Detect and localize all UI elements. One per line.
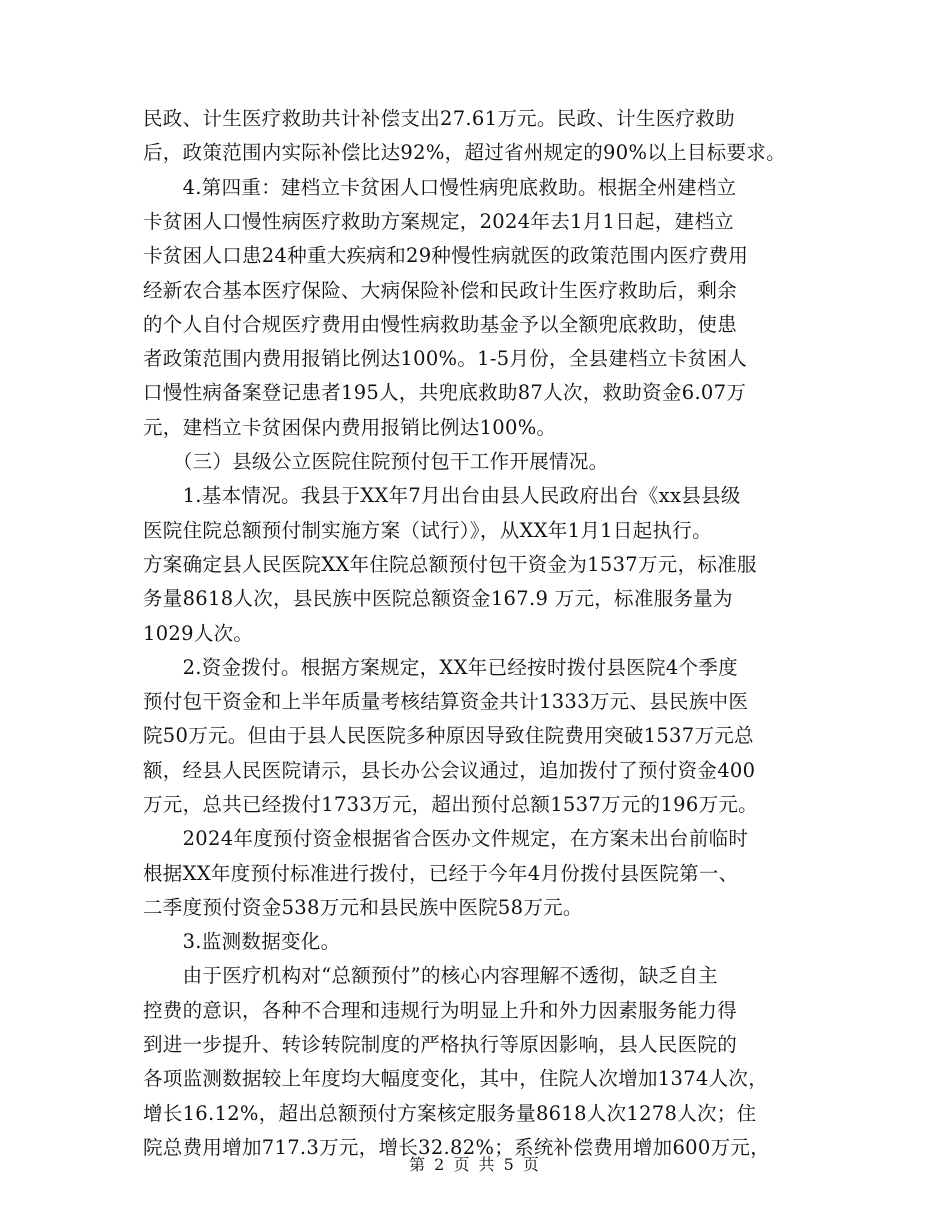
text-line: 根据XX年度预付标准进行拨付，已经于今年4月份拨付县医院第一、 [143, 862, 739, 885]
text-line: 额，经县人民医院请示，县长办公会议通过，追加拨付了预付资金400 [143, 759, 756, 782]
text-line: 1029人次。 [143, 622, 254, 645]
text-line: 增长16.12%，超出总额预付方案核定服务量8618人次1278人次；住 [143, 1102, 757, 1125]
page-footer: 第 2 页 共 5 页 [409, 1155, 541, 1174]
text-line: 二季度预付资金538万元和县民族中医院58万元。 [143, 896, 583, 919]
text-line: 院总费用增加717.3万元，增长32.82%；系统补偿费用增加600万元， [143, 1136, 770, 1159]
text-line: （三）县级公立医院住院预付包干工作开展情况。 [143, 450, 609, 473]
text-line: 3.监测数据变化。 [143, 930, 341, 953]
text-line: 方案确定县人民医院XX年住院总额预付包干资金为1537万元，标准服 [143, 553, 757, 576]
text-line: 4.第四重：建档立卡贫困人口慢性病兜底救助。根据全州建档立 [143, 176, 737, 199]
text-line: 医院住院总额预付制实施方案（试行）》，从XX年1月1日起执行。 [143, 519, 712, 542]
text-line: 卡贫困人口慢性病医疗救助方案规定，2024年去1月1日起，建档立 [143, 210, 735, 233]
text-line: 的个人自付合规医疗费用由慢性病救助基金予以全额兜底救助，使患 [143, 313, 738, 336]
text-line: 到进一步提升、转诊转院制度的严格执行等原因影响，县人民医院的 [143, 1033, 738, 1056]
text-line: 口慢性病备案登记患者195人，共兜底救助87人次，救助资金6.07万 [143, 381, 747, 404]
text-line: 元，建档立卡贫困保内费用报销比例达100%。 [143, 416, 557, 439]
text-line: 万元，总共已经拨付1733万元，超出预付总额1537万元的196万元。 [143, 793, 758, 816]
text-line: 2024年度预付资金根据省合医办文件规定，在方案未出台前临时 [143, 827, 749, 850]
text-line: 1.基本情况。我县于XX年7月出台由县人民政府出台《xx县县级 [143, 484, 741, 507]
text-line: 后，政策范围内实际补偿比达92%，超过省州规定的90%以上目标要求。 [143, 141, 786, 164]
text-line: 院50万元。但由于县人民医院多种原因导致住院费用突破1537万元总 [143, 724, 754, 747]
text-line: 预付包干资金和上半年质量考核结算资金共计1333万元、县民族中医 [143, 690, 749, 713]
text-line: 控费的意识，各种不合理和违规行为明显上升和外力因素服务能力得 [143, 999, 738, 1022]
text-line: 民政、计生医疗救助共计补偿支出27.61万元。民政、计生医疗救助 [143, 107, 735, 130]
text-line: 由于医疗机构对“总额预付”的核心内容理解不透彻，缺乏自主 [143, 964, 718, 987]
text-line: 务量8618人次，县民族中医院总额资金167.9 万元，标准服务量为 [143, 587, 733, 610]
text-line: 者政策范围内费用报销比例达100%。1-5月份，全县建档立卡贫困人 [143, 347, 748, 370]
text-line: 2.资金拨付。根据方案规定，XX年已经按时拨付县医院4个季度 [143, 656, 738, 679]
text-line: 各项监测数据较上年度均大幅度变化，其中，住院人次增加1374人次， [143, 1067, 769, 1090]
text-line: 卡贫困人口患24种重大疾病和29种慢性病就医的政策范围内医疗费用 [143, 244, 749, 267]
text-line: 经新农合基本医疗保险、大病保险补偿和民政计生医疗救助后，剩余 [143, 279, 738, 302]
